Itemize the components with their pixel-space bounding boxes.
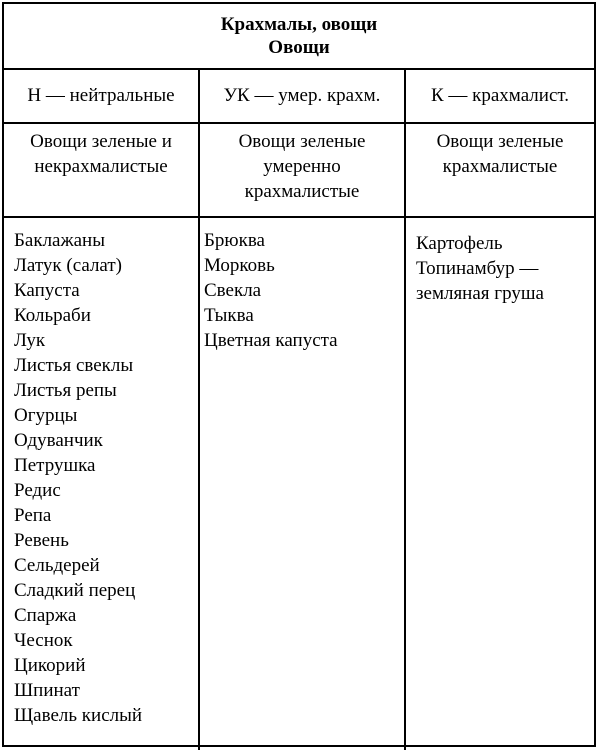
header-moderate-starch: УК — умер. крахм. [200,70,406,122]
list-item: Листья свеклы [14,355,134,376]
list-item: Одуванчик [14,430,103,451]
title-line-1: Крахмалы, овощи [220,14,378,35]
vegetable-table [2,2,596,747]
list-item: Листья репы [14,380,117,401]
subheader-line: крахмалистые [442,156,558,177]
list-item: Репа [14,505,52,526]
list-item: Чеснок [14,630,73,651]
subheader-line: крахмалистые [244,181,360,202]
header-neutral: Н — нейтральные [4,70,200,122]
column-starchy [406,218,594,750]
subheader-line: Овощи зеленые [238,131,366,152]
list-item: Морковь [204,255,275,276]
list-item: Свекла [204,280,262,301]
subheader-line: Овощи зеленые [436,131,564,152]
list-item: Цветная капуста [204,330,338,351]
list-item: Капуста [14,280,80,301]
list-item: Петрушка [14,455,96,476]
list-item: Тыква [204,305,254,326]
list-item: Латук (салат) [14,255,123,276]
subheader-row [4,124,594,218]
list-item: Шпинат [14,680,80,701]
title-line-2: Овощи [268,37,330,58]
table-title [4,4,594,70]
column-moderate-starch [200,218,406,750]
header-row [4,70,594,124]
list-item: Лук [14,330,46,351]
list-item: Топинамбур — [416,258,539,279]
subheader-neutral [4,124,200,216]
list-item: Картофель [416,233,503,254]
subheader-line: умеренно [263,156,341,177]
list-item: земляная груша [416,283,544,304]
subheader-starchy [406,124,594,216]
list-item: Кольраби [14,305,91,326]
list-starchy [416,231,594,306]
list-item: Редис [14,480,61,501]
body-row [4,218,594,750]
list-item: Сельдерей [14,555,100,576]
list-item: Баклажаны [14,230,105,251]
list-item: Огурцы [14,405,78,426]
subheader-moderate-starch [200,124,406,216]
list-moderate-starch [204,228,404,353]
column-neutral [4,218,200,750]
list-item: Спаржа [14,605,77,626]
list-item: Брюква [204,230,265,251]
header-starchy: К — крахмалист. [430,85,570,106]
list-item: Ревень [14,530,69,551]
subheader-line: Овощи зеленые и [30,131,172,152]
subheader-line: некрахмалистые [34,156,168,177]
list-item: Щавель кислый [14,705,143,726]
list-item: Цикорий [14,655,86,676]
list-neutral [14,228,198,728]
list-item: Сладкий перец [14,580,136,601]
